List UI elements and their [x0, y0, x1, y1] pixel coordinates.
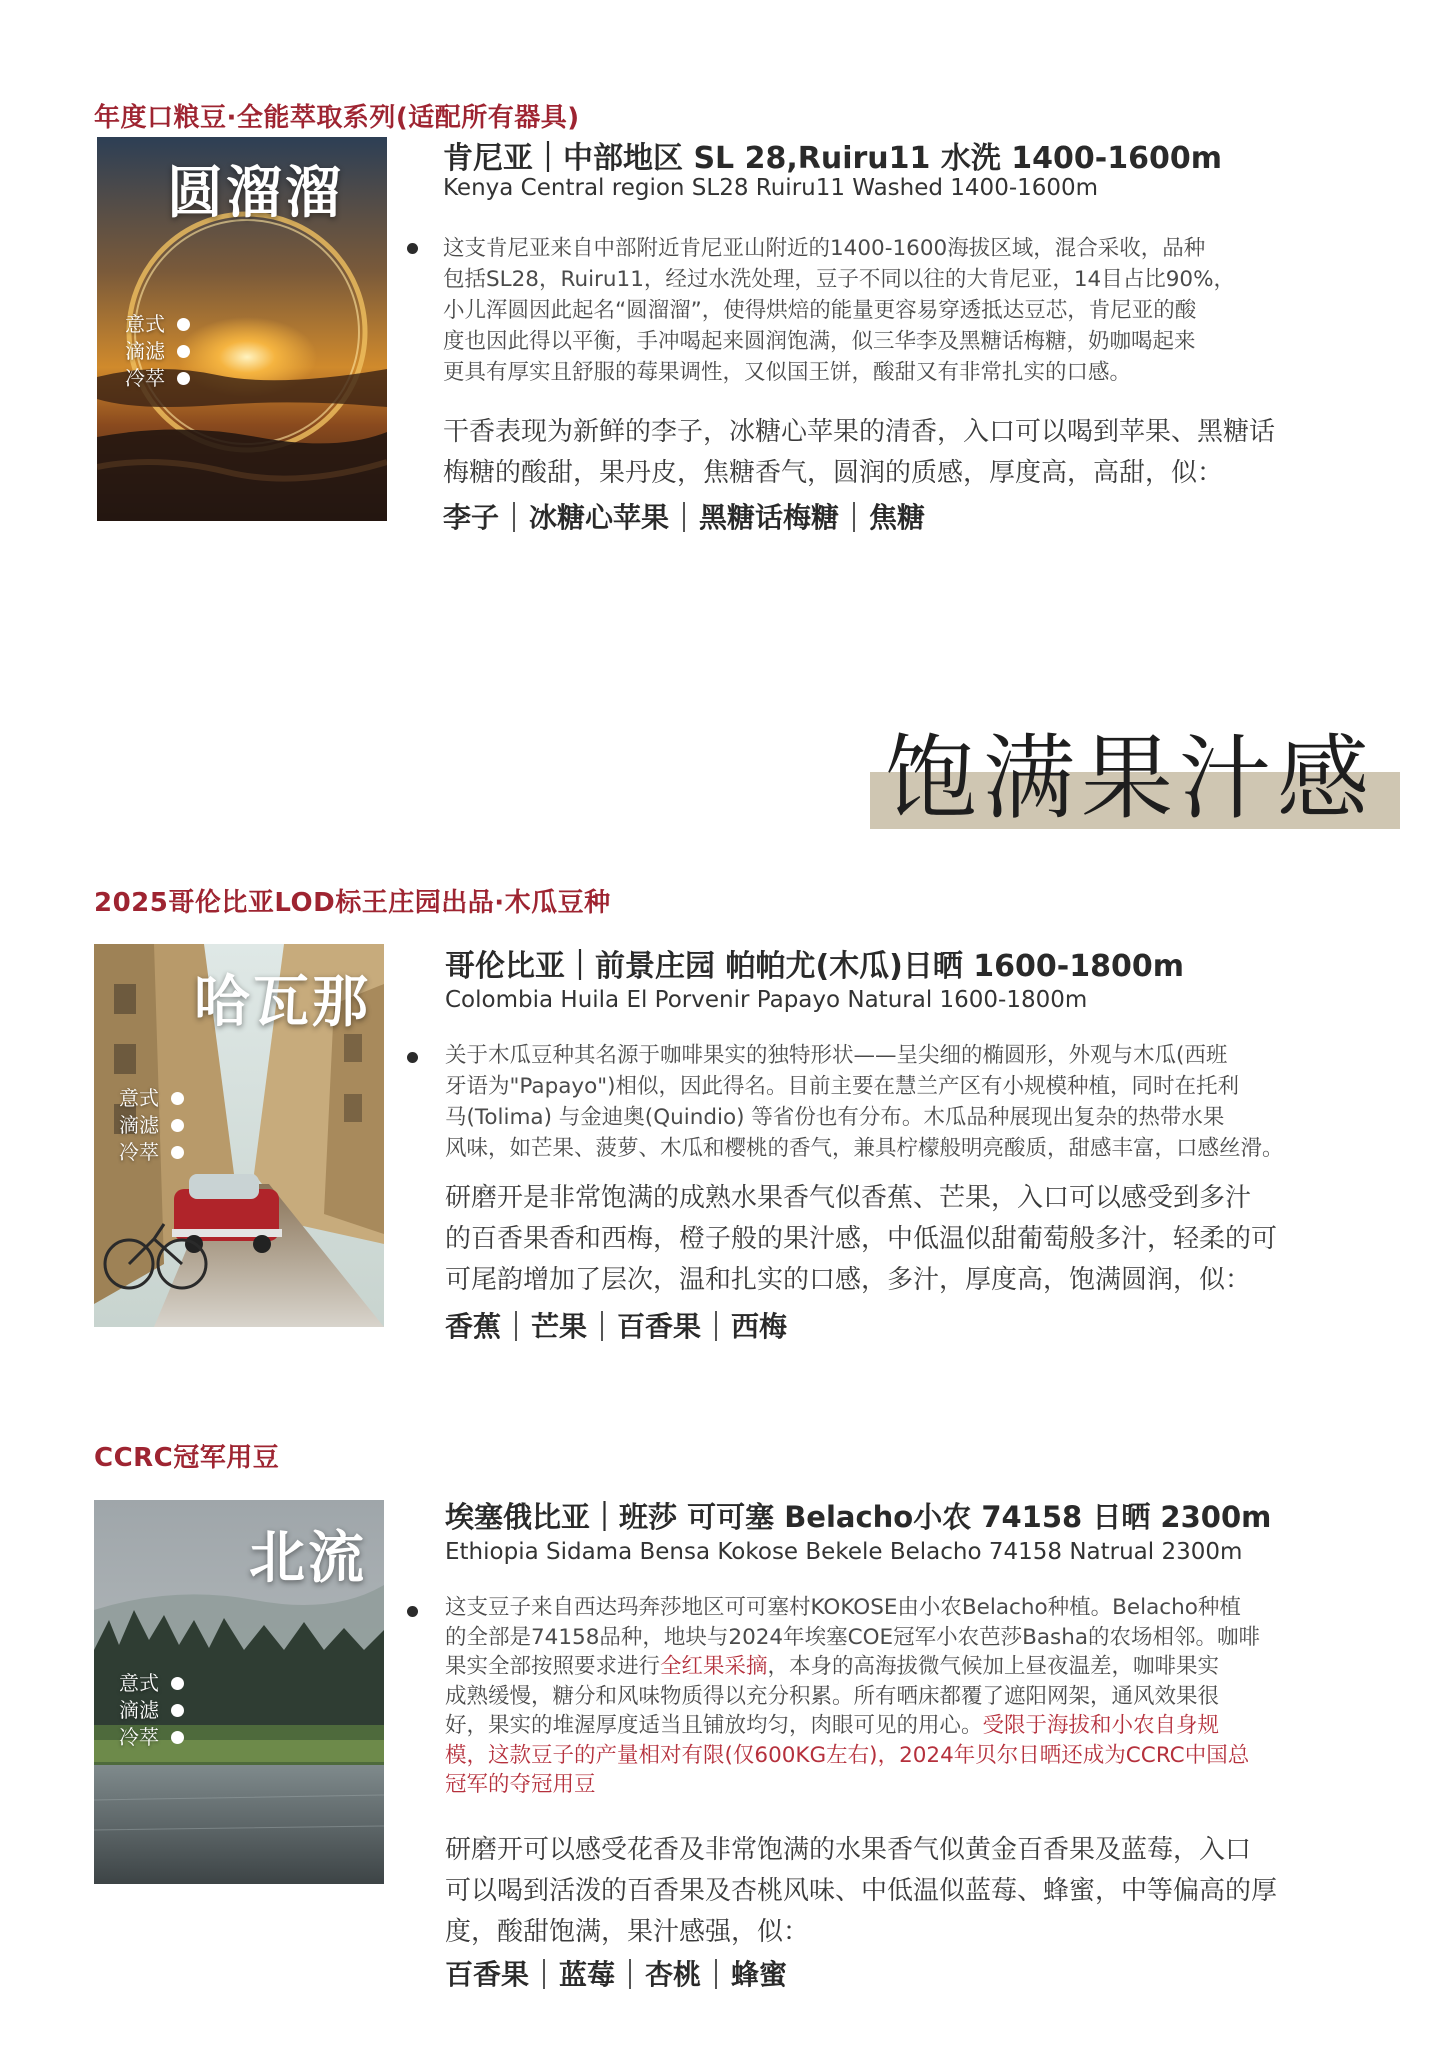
photo-name-label: 哈瓦那 [194, 970, 371, 1035]
flavor-tags-2: 香蕉 芒果 百香果 西梅 [445, 1310, 788, 1343]
method-drip: 滴滤 [125, 338, 190, 365]
origin-title-3: 埃塞俄比亚｜班莎 可可塞 Belacho小农 74158 日晒 2300m [445, 1500, 1272, 1534]
method-dot-icon [177, 372, 190, 385]
method-coldbrew: 冷萃 [119, 1139, 184, 1166]
method-coldbrew: 冷萃 [125, 365, 190, 392]
highlight-text: 全红果采摘 [660, 1654, 768, 1679]
origin-english-1: Kenya Central region SL28 Ruiru11 Washed 1400-1600m [443, 175, 1099, 201]
method-dot-icon [171, 1731, 184, 1744]
series-title-3: CCRC冠军用豆 [94, 1443, 280, 1473]
flavor-tags-1: 李子 冰糖心苹果 黑糖话梅糖 焦糖 [443, 501, 926, 534]
method-dot-icon [177, 345, 190, 358]
brew-methods-list [119, 1670, 184, 1751]
origin-english-3: Ethiopia Sidama Bensa Kokose Bekele Belacho 74158 Natrual 2300m [445, 1539, 1243, 1565]
method-dot-icon [171, 1704, 184, 1717]
method-drip: 滴滤 [119, 1697, 184, 1724]
origin-english-2: Colombia Huila El Porvenir Papayo Natural 1600-1800m [445, 987, 1088, 1013]
method-dot-icon [171, 1677, 184, 1690]
method-espresso: 意式 [119, 1085, 184, 1112]
tasting-notes-3: 研磨开可以感受花香及非常饱满的水果香气似黄金百香果及蓝莓，入口 可以喝到活泼的百香果及杏桃风味、中低温似蓝莓、蜂蜜，中等偏高的厚 度，酸甜饱满，果汁感强，似： [445, 1835, 1278, 1947]
coffee-photo-havana [94, 944, 384, 1327]
tasting-notes-1: 干香表现为新鲜的李子，冰糖心苹果的清香，入口可以喝到苹果、黑糖话 梅糖的酸甜，果丹皮，焦糖香气，圆润的质感，厚度高，高甜，似： [443, 417, 1276, 488]
coffee-photo-sunset [97, 137, 387, 521]
highlight-text: 受限于海拔和小农自身规 [982, 1713, 1220, 1738]
method-dot-icon [171, 1119, 184, 1132]
bullet-icon [407, 1606, 418, 1617]
description-1: 这支肯尼亚来自中部附近肯尼亚山附近的1400-1600海拔区域，混合采收，品种 包括SL28，Ruiru11，经过水洗处理，豆子不同以往的大肯尼亚，14目占比90%， 小儿浑圆因此起名“圆溜溜”，使得烘焙的能量更容易穿透抵达豆芯，肯尼亚的酸 度也因此得以平衡，手冲喝起来圆润饱满，似三华李及黑糖话梅糖，奶咖喝起来 更具有厚实且舒服的莓果调性，又似国王饼，酸甜又有非常扎实的口感。 [443, 236, 1236, 385]
brew-methods-list [119, 1085, 184, 1166]
highlight-text: 模，这款豆子的产量相对有限(仅600KG左右)，2024年贝尔日晒还成为CCRC中国总 [445, 1742, 1250, 1768]
coffee-photo-forest [94, 1500, 384, 1884]
method-espresso: 意式 [119, 1670, 184, 1697]
bullet-icon [407, 243, 418, 254]
series-title-1: 年度口粮豆·全能萃取系列(适配所有器具) [94, 103, 580, 133]
method-dot-icon [171, 1092, 184, 1105]
method-coldbrew: 冷萃 [119, 1724, 184, 1751]
tasting-notes-2: 研磨开是非常饱满的成熟水果香气似香蕉、芒果，入口可以感受到多汁 的百香果香和西梅，橙子般的果汁感，中低温似甜葡萄般多汁，轻柔的可 可尾韵增加了层次，温和扎实的口感，多汁，厚度高，饱满圆润，似： [445, 1183, 1278, 1295]
bullet-icon [407, 1052, 418, 1063]
series-title-2: 2025哥伦比亚LOD标王庄园出品·木瓜豆种 [94, 888, 611, 918]
flavor-tags-3: 百香果 蓝莓 杏桃 蜂蜜 [445, 1958, 788, 1991]
method-espresso: 意式 [125, 311, 190, 338]
origin-title-1: 肯尼亚｜中部地区 SL 28,Ruiru11 水洗 1400-1600m [443, 141, 1222, 176]
description-2: 关于木瓜豆种其名源于咖啡果实的独特形状——呈尖细的椭圆形，外观与木瓜(西班 牙语为"Papayo")相似，因此得名。目前主要在慧兰产区有小规模种植，同时在托利 马(Tolima) 与金迪奥(Quindio) 等省份也有分布。木瓜品种展现出复杂的热带水果 风味，如芒果、菠萝、木瓜和樱桃的香气，兼具柠檬般明亮酸质，甜感丰富，口感丝滑。 [445, 1043, 1284, 1161]
highlight-text: 冠军的夺冠用豆 [445, 1772, 596, 1797]
description-3: 这支豆子来自西达玛奔莎地区可可塞村KOKOSE由小农Belacho种植。Belacho种植 的全部是74158品种，地块与2024年埃塞COE冠军小农芭莎Basha的农场相邻。咖啡 果实全部按照要求进行全红果采摘，本身的高海拔微气候加上昼夜温差，咖啡果实 成熟缓慢，糖分和风味物质得以充分积累。所有晒床都覆了遮阳网架，通风效果很 好，果实的堆渥厚度适当且铺放均匀，肉眼可见的用心。受限于海拔和小农自身规 模，这款豆子的产量相对有限(仅600KG左右)，2024年贝尔日晒还成为CCRC中国总 冠军的夺冠用豆 [445, 1593, 1405, 1800]
method-dot-icon [177, 318, 190, 331]
origin-title-2: 哥伦比亚｜前景庄园 帕帕尤(木瓜)日晒 1600-1800m [445, 949, 1185, 984]
method-dot-icon [171, 1146, 184, 1159]
photo-name-label: 北流 [249, 1526, 367, 1591]
section-heading: 饱满果汁感 [885, 725, 1376, 832]
method-drip: 滴滤 [119, 1112, 184, 1139]
photo-name-label: 圆溜溜 [167, 161, 344, 226]
brew-methods-list [125, 311, 190, 392]
